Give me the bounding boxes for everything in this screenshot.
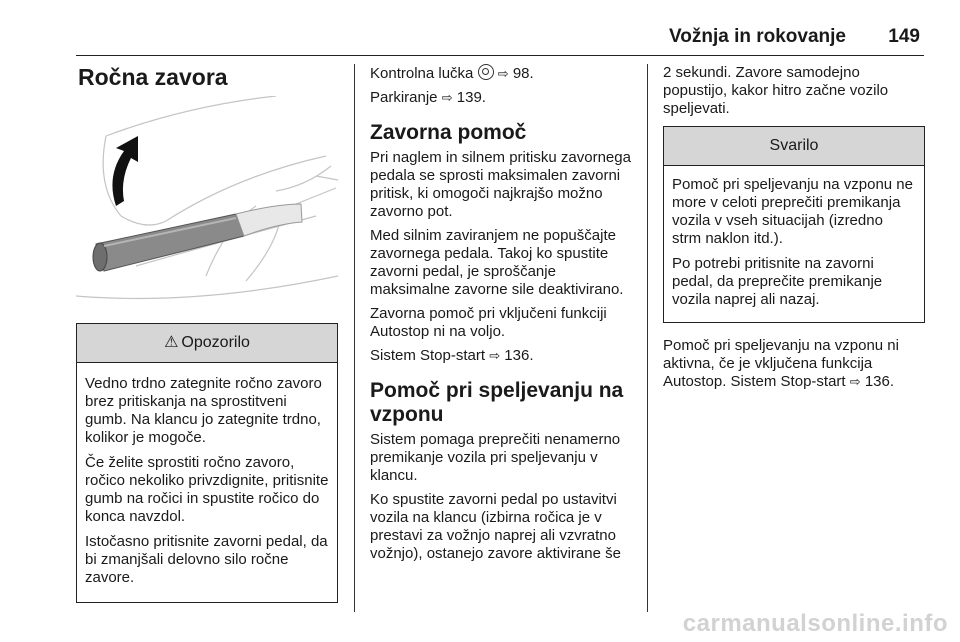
warning-box-body	[77, 363, 337, 602]
body-paragraph: Sistem pomaga preprečiti nenamerno premikanje vozila pri speljevanju v klancu.	[370, 431, 621, 484]
body-paragraph: Zavorna pomoč pri vključeni funkciji Autostop ni na voljo.	[370, 305, 607, 340]
hill-start-note: Pomoč pri speljevanju na vzponu ni aktivna, če je vključena funkcija Autostop. Sistem Stop-start ⇨ 136.	[663, 337, 899, 390]
caution-box-header	[664, 127, 924, 166]
brake-assist-heading: Zavorna pomoč	[370, 121, 527, 144]
handbrake-lever-illustration	[76, 96, 338, 311]
brake-lamp-icon	[478, 64, 494, 80]
stop-start-reference: Sistem Stop-start ⇨ 136.	[370, 347, 534, 364]
column-divider	[354, 64, 355, 612]
body-paragraph: Ko spustite zavorni pedal po ustavitvi vozila na klancu (izbirna ročica je v prestavi za vožnjo naprej ali vzvratno vožnjo), ostanejo zavore aktivirane še	[370, 491, 621, 562]
header-rule	[76, 55, 924, 56]
column-3	[663, 64, 925, 397]
warning-box-header	[77, 324, 337, 363]
warning-box	[76, 323, 338, 603]
page-reference-link[interactable]: 136.	[864, 373, 895, 390]
body-paragraph: Med silnim zaviranjem ne popuščajte zavornega pedala. Takoj ko spustite zavorni pedal, je sproščanje maksimalne zavorne sile deaktivirano.	[370, 227, 624, 298]
caution-box-title: Svarilo	[769, 137, 819, 154]
watermark: carmanualsonline.info	[682, 610, 948, 637]
section-title: Ročna zavora	[78, 64, 228, 90]
warning-paragraph: Vedno trdno zategnite ročno zavoro brez pritiskanja na sprostitveni gumb. Na klancu jo zategnite trdno, kolikor je mogoče.	[85, 375, 322, 446]
page-reference-link[interactable]: 136.	[504, 347, 534, 364]
caution-paragraph: Pomoč pri speljevanju na vzponu ne more v celoti preprečiti premikanja vozila v vseh situacijah (izredno strm naklon itd.).	[672, 176, 913, 247]
column-1	[76, 96, 338, 603]
page-reference-link[interactable]: 139.	[456, 89, 486, 106]
body-paragraph: 2 sekundi. Zavore samodejno popustijo, kakor hitro začne vozilo speljevati.	[663, 64, 889, 117]
parking-reference: Parkiranje ⇨ 139.	[370, 89, 486, 106]
hill-start-heading: Pomoč pri speljevanju na vzponu	[370, 379, 624, 426]
caution-box	[663, 126, 925, 323]
caution-paragraph: Po potrebi pritisnite na zavorni pedal, da preprečite premikanje vozila naprej ali nazaj.	[672, 255, 883, 308]
body-paragraph: Pri naglem in silnem pritisku zavornega pedala se sprosti maksimalen zavorni pritisk, ki omogoči najkrajšo možno zavorno pot.	[370, 149, 631, 220]
caution-box-body	[664, 166, 924, 322]
control-lamp-reference: Kontrolna lučka ⇨ 98.	[370, 65, 534, 82]
page-reference-icon: ⇨	[849, 374, 861, 389]
page-number: 149	[888, 26, 920, 47]
warning-triangle-icon: ⚠	[164, 334, 179, 351]
page-reference-icon: ⇨	[441, 90, 453, 105]
page-reference-link[interactable]: 98.	[512, 65, 534, 82]
header-title: Vožnja in rokovanje	[668, 26, 846, 47]
warning-paragraph: Če želite sprostiti ročno zavoro, ročico nekoliko privzdignite, pritisnite gumb na ročici in spustite ročico do konca navzdol.	[85, 454, 329, 525]
column-2	[370, 64, 640, 569]
page-reference-icon: ⇨	[489, 348, 501, 363]
warning-box-title: Opozorilo	[181, 334, 250, 351]
page-reference-icon: ⇨	[497, 66, 509, 81]
column-divider	[647, 64, 648, 612]
warning-paragraph: Istočasno pritisnite zavorni pedal, da bi zmanjšali delovno silo ročne zavore.	[85, 533, 328, 586]
